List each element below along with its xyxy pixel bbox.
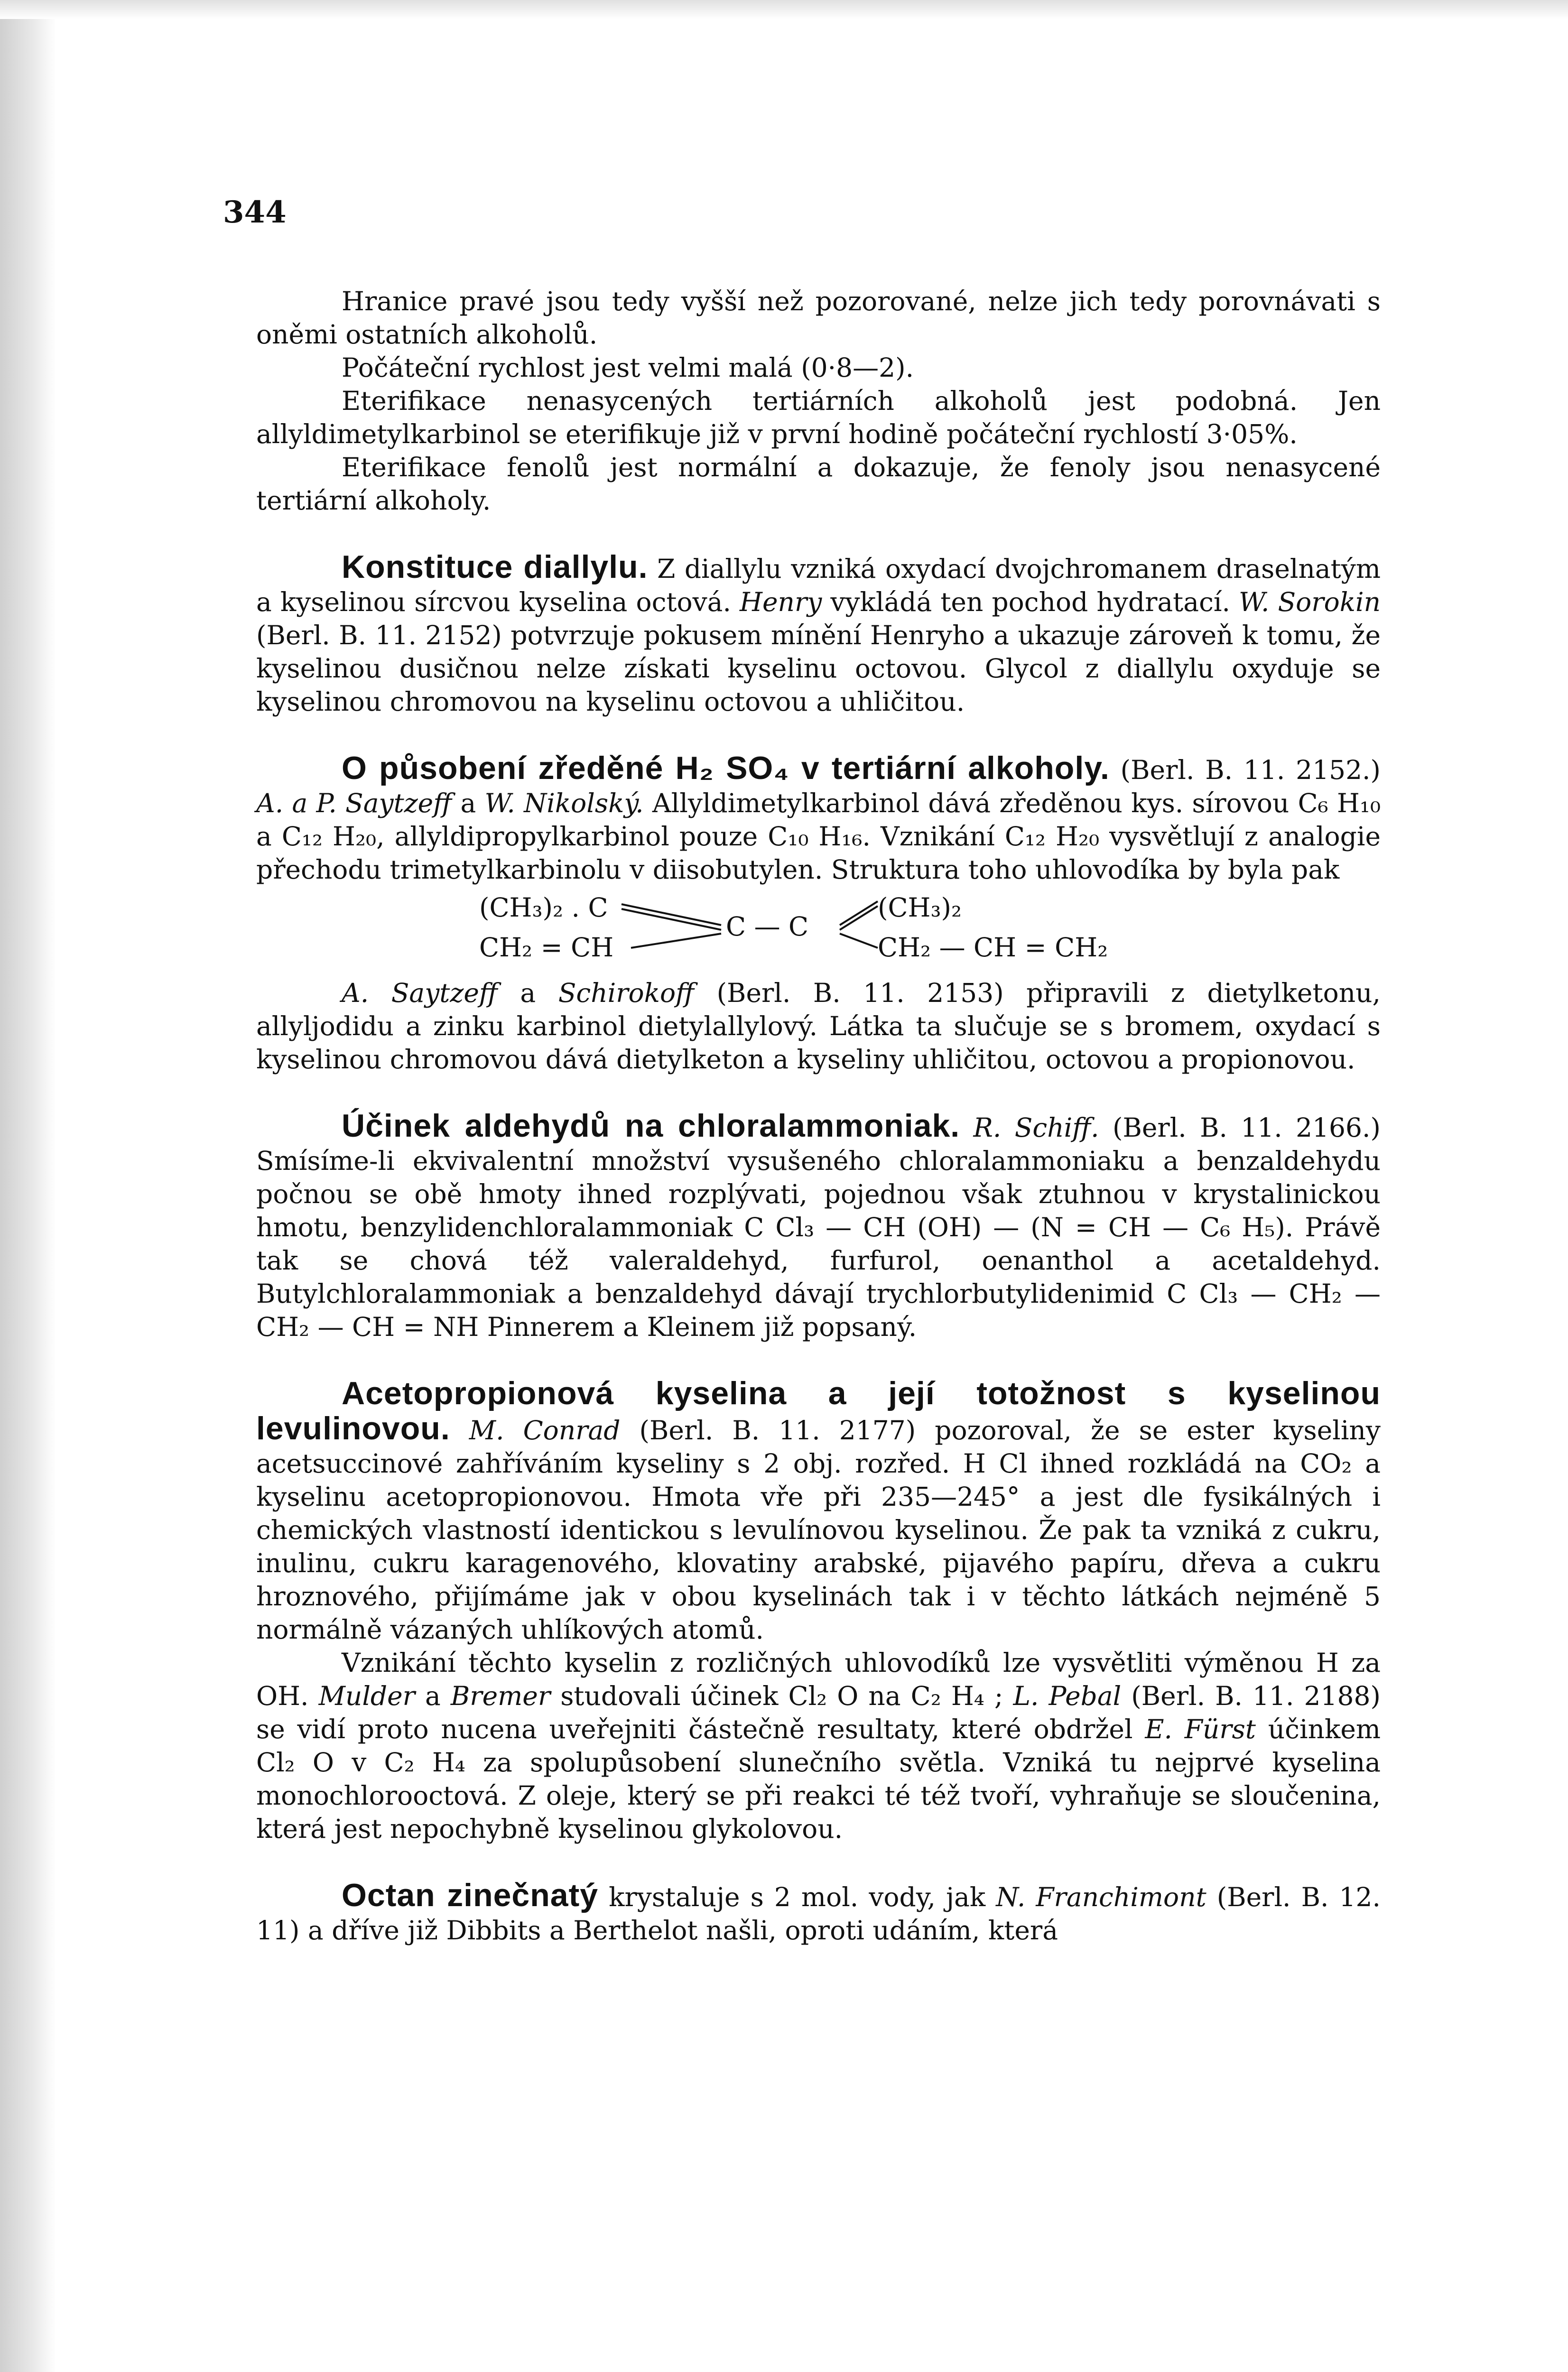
bond-lower-left: [631, 934, 721, 948]
h2so4-text-1: (Berl. B. 11. 2152.): [1120, 755, 1381, 785]
author-saytzeff-2: A. Saytzeff: [342, 978, 498, 1008]
formula-center: C — C: [726, 911, 809, 942]
zinc-text-1: krystaluje s 2 mol. vody, jak: [609, 1882, 986, 1912]
aceto-text-2e: účinkem Cl₂ O v C₂ H₄ za spolupůsobení slunečního světla. Vzniká tu nejprvé kyselina monochlorooctová. Z oleje, který se při reakci té též tvoří, vyhraňuje se sloučenina, která jest nepochybně kyselinou glykolovou.: [256, 1714, 1381, 1844]
heading-aceto: Acetopropionová kyselina a její totožnost s kyselinou levulinovou.: [256, 1375, 1381, 1446]
author-conrad: M. Conrad: [469, 1415, 621, 1445]
aceto-text-1: (Berl. B. 11. 2177) pozoroval, že se ester kyseliny acetsuccinové zahříváním kyseliny s 2 obj. rozřed. H Cl ihned rozkládá na CO₂ a kyselinu acetopropionovou. Hmota vře při 235—245° a jest dle fysikálných i chemických vlastností identickou s levulínovou kyselinou. Že pak ta vzniká z cukru, inulinu, cukru karagenového, klovatiny arabské, pijavého papíru, dřeva a cukru hroznového, přijímáme jak v obou kyselinách tak i v těchto látkách nejméně 5 normálně vázaných uhlíkových atomů.: [256, 1415, 1381, 1645]
h2so4-text-2: a: [460, 788, 476, 818]
section-aceto: [256, 1377, 1381, 1646]
h2so4-text-4: a: [520, 978, 536, 1008]
diallyl-text-2: vykládá ten pochod hydratací.: [830, 587, 1230, 617]
author-franchimont: N. Franchimont: [996, 1882, 1206, 1912]
section-zinc-acetate: [256, 1879, 1381, 1947]
formula-right-top: (CH₃)₂: [878, 892, 962, 923]
aceto-text-2d: (Berl. B. 11. 2188) se vidí proto nucena uveřejniti částečně resultaty, které obdržel: [256, 1681, 1381, 1744]
heading-chloral: Účinek aldehydů na chloralammoniak.: [342, 1108, 960, 1144]
formula-left-top: (CH₃)₂ . C: [479, 892, 608, 923]
heading-h2so4: O působení zředěné H₂ SO₄ v tertiární alkoholy.: [342, 750, 1110, 786]
diallyl-text-1: Z diallylu vzniká oxydací dvojchromanem draselnatým a kyselinou sírcvou kyselina octová.: [256, 554, 1381, 617]
section-h2so4: [256, 751, 1381, 886]
author-sorokin: W. Sorokin: [1239, 587, 1381, 617]
author-saytzeff: A. a P. Saytzeff: [256, 788, 452, 818]
aceto-text-2b: a: [425, 1681, 441, 1711]
bond-lower-right: [840, 934, 878, 948]
paragraph-limits: Hranice pravé jsou tedy vyšší než pozorované, nelze jich tedy porovnávati s oněmi ostatních alkoholů.: [256, 286, 1381, 350]
author-henry: Henry: [740, 587, 822, 617]
h2so4-text-3: Allyldimetylkarbinol dává zředěnou kys. sírovou C₆ H₁₀ a C₁₂ H₂₀, allyldipropylkarbinol pouze C₁₀ H₁₆. Vznikání C₁₂ H₂₀ vysvětlují z analogie přechodu trimetylkarbinolu v diisobutylen. Struktura toho uhlovodíka by byla pak: [256, 788, 1381, 885]
diallyl-text-3: (Berl. B. 11. 2152) potvrzuje pokusem mínění Henryho a ukazuje zároveň k tomu, že kyselinou dusičnou nelze získati kyselinu octovou. Glycol z diallylu oxyduje se kyselinou chromovou na kyselinu octovou a uhličitou.: [256, 620, 1381, 717]
paragraph-phenols: Eterifikace fenolů jest normální a dokazuje, že fenoly jsou nenasycené tertiární alkoholy.: [256, 452, 1381, 516]
scan-shadow-left: [0, 0, 56, 2372]
heading-diallyl: Konstituce diallylu.: [342, 549, 648, 585]
author-bremer: Bremer: [450, 1681, 551, 1711]
structural-formula: [479, 891, 1333, 972]
author-nikolsky: W. Nikolský.: [484, 788, 644, 818]
author-furst: E. Fürst: [1145, 1714, 1256, 1744]
paragraph-aceto-2: [256, 1646, 1381, 1845]
h2so4-text-5: (Berl. B. 11. 2153) připravili z dietylketonu, allyljodidu a zinku karbinol dietylallylový. Látka ta slučuje se s bromem, oxydací s kyselinou chromovou dává dietylketon a kyseliny uhličitou, octovou a propionovou.: [256, 978, 1381, 1075]
paragraph-initial-rate: Počáteční rychlost jest velmi malá (0·8—2).: [342, 352, 914, 383]
author-mulder: Mulder: [318, 1681, 415, 1711]
scan-shadow-top: [0, 0, 1568, 19]
section-chloral: [256, 1109, 1381, 1344]
zinc-text-2: (Berl. B. 12. 11) a dříve již Dibbits a Berthelot našli, oproti udáním, která: [256, 1882, 1381, 1946]
bond-upper-left: [622, 904, 721, 925]
author-schiff: R. Schiff.: [973, 1112, 1099, 1143]
heading-zinc-acetate: Octan zinečnatý: [342, 1877, 599, 1913]
paragraph-unsaturated: Eterifikace nenasycených tertiárních alkoholů jest podobná. Jen allyldimetylkarbinol se eterifikuje již v první hodině počáteční rychlostí 3·05%.: [256, 386, 1381, 449]
author-schirokoff: Schirokoff: [558, 978, 695, 1008]
bond-upper-left-double: [622, 909, 721, 930]
chloral-text-1: (Berl. B. 11. 2166.) Smísíme-li ekvivalentní množství vysušeného chloralammoniaku a benzaldehydu počnou se obě hmoty ihned rozplývati, pojednou však ztuhnou v krystalinickou hmotu, benzylidenchloralammoniak C Cl₃ — CH (OH) — (N = CH — C₆ H₅). Právě tak se chová též valeraldehyd, furfurol, oenanthol a acetaldehyd. Butylchloralammoniak a benzaldehyd dávají trychlorbutylidenimid C Cl₃ — CH₂ — CH₂ — CH = NH Pinnerem a Kleinem již popsaný.: [256, 1112, 1381, 1342]
formula-left-bottom: CH₂ = CH: [479, 932, 614, 963]
page-number: 344: [223, 195, 287, 230]
section-diallyl: [256, 550, 1381, 718]
bond-upper-right: [840, 901, 878, 925]
author-pebal: L. Pebal: [1013, 1681, 1122, 1711]
aceto-text-2a: Vznikání těchto kyselin z rozličných uhlovodíků lze vysvětliti výměnou H za OH.: [256, 1648, 1381, 1711]
page-body: [256, 285, 1381, 1947]
paragraph-saytzeff-schirokoff: [256, 976, 1381, 1076]
aceto-text-2c: studovali účinek Cl₂ O na C₂ H₄ ;: [560, 1681, 1003, 1711]
formula-right-bottom: CH₂ — CH = CH₂: [878, 932, 1108, 963]
bond-upper-right-double: [840, 906, 878, 930]
